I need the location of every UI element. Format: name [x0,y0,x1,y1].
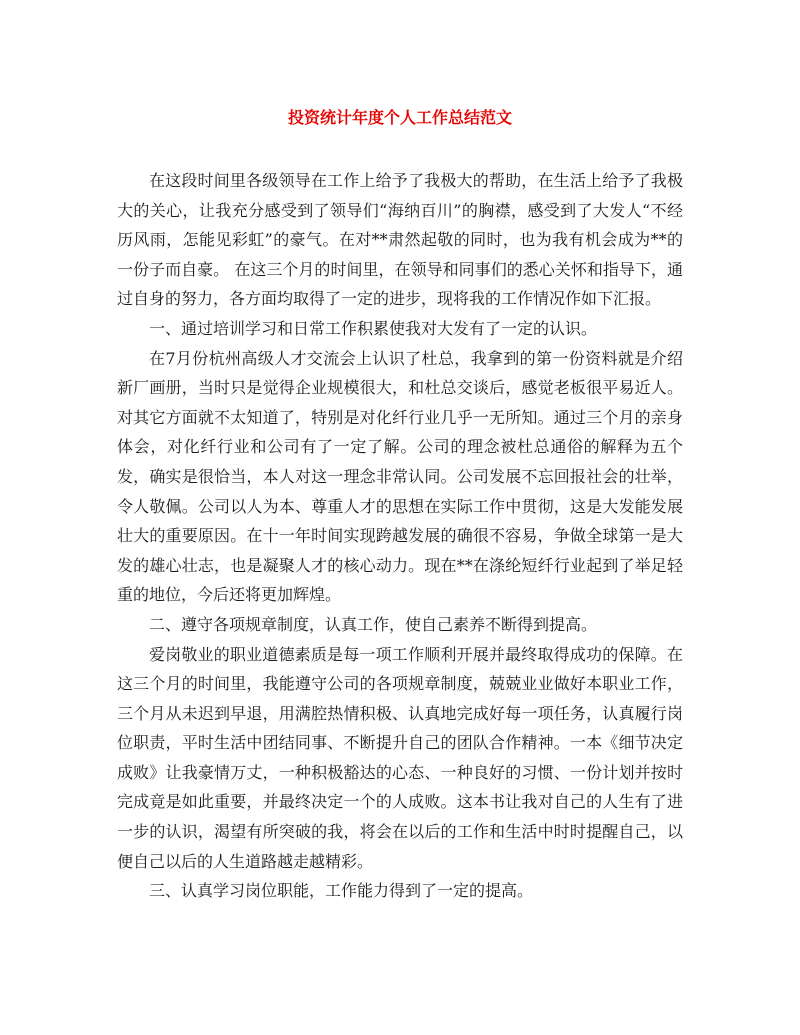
paragraph-intro: 在这段时间里各级领导在工作上给予了我极大的帮助，在生活上给予了我极大的关心，让我充分感受到了领导们“海纳百川”的胸襟，感受到了大发人“不经历风雨，怎能见彩虹”的豪气。在对**肃然起敬的同时，也为我有机会成为**的一份子而自豪。 在这三个月的时间里，在领导和同事们的悉心关怀和指导下，通过自身的努力，各方面均取得了一定的进步，现将我的工作情况作如下汇报。 [117,171,683,309]
section-heading-2: 二、遵守各项规章制度，认真工作，使自己素养不断得到提高。 [149,614,598,634]
section-heading-1: 一、通过培训学习和日常工作积累使我对大发有了一定的认识。 [149,318,598,338]
document-body [117,166,683,906]
section-heading-3: 三、认真学习岗位职能，工作能力得到了一定的提高。 [149,881,534,901]
paragraph-section-1: 在7月份杭州高级人才交流会上认识了杜总，我拿到的第一份资料就是介绍新厂画册，当时只是觉得企业规模很大，和杜总交谈后，感觉老板很平易近人。对其它方面就不太知道了，特别是对化纤行业几乎一无所知。通过三个月的亲身体会，对化纤行业和公司有了一定了解。公司的理念被杜总通俗的解释为五个发，确实是很恰当，本人对这一理念非常认同。公司发展不忘回报社会的壮举，令人敬佩。公司以人为本、尊重人才的思想在实际工作中贯彻，这是大发能发展壮大的重要原因。在十一年时间实现跨越发展的确很不容易，争做全球第一是大发的雄心壮志，也是凝聚人才的核心动力。现在**在涤纶短纤行业起到了举足轻重的地位，今后还将更加辉煌。 [117,348,683,605]
paragraph-section-2: 爱岗敬业的职业道德素质是每一项工作顺利开展并最终取得成功的保障。在这三个月的时间里，我能遵守公司的各项规章制度，兢兢业业做好本职业工作，三个月从未迟到早退，用满腔热情积极、认真地完成好每一项任务，认真履行岗位职责，平时生活中团结同事、不断提升自己的团队合作精神。一本《细节决定成败》让我豪情万丈，一种积极豁达的心态、一种良好的习惯、一份计划并按时完成竟是如此重要，并最终决定一个的人成败。这本书让我对自己的人生有了进一步的认识，渴望有所突破的我，将会在以后的工作和生活中时时提醒自己，以便自己以后的人生道路越走越精彩。 [117,644,683,871]
document-title: 投资统计年度个人工作总结范文 [287,108,512,127]
